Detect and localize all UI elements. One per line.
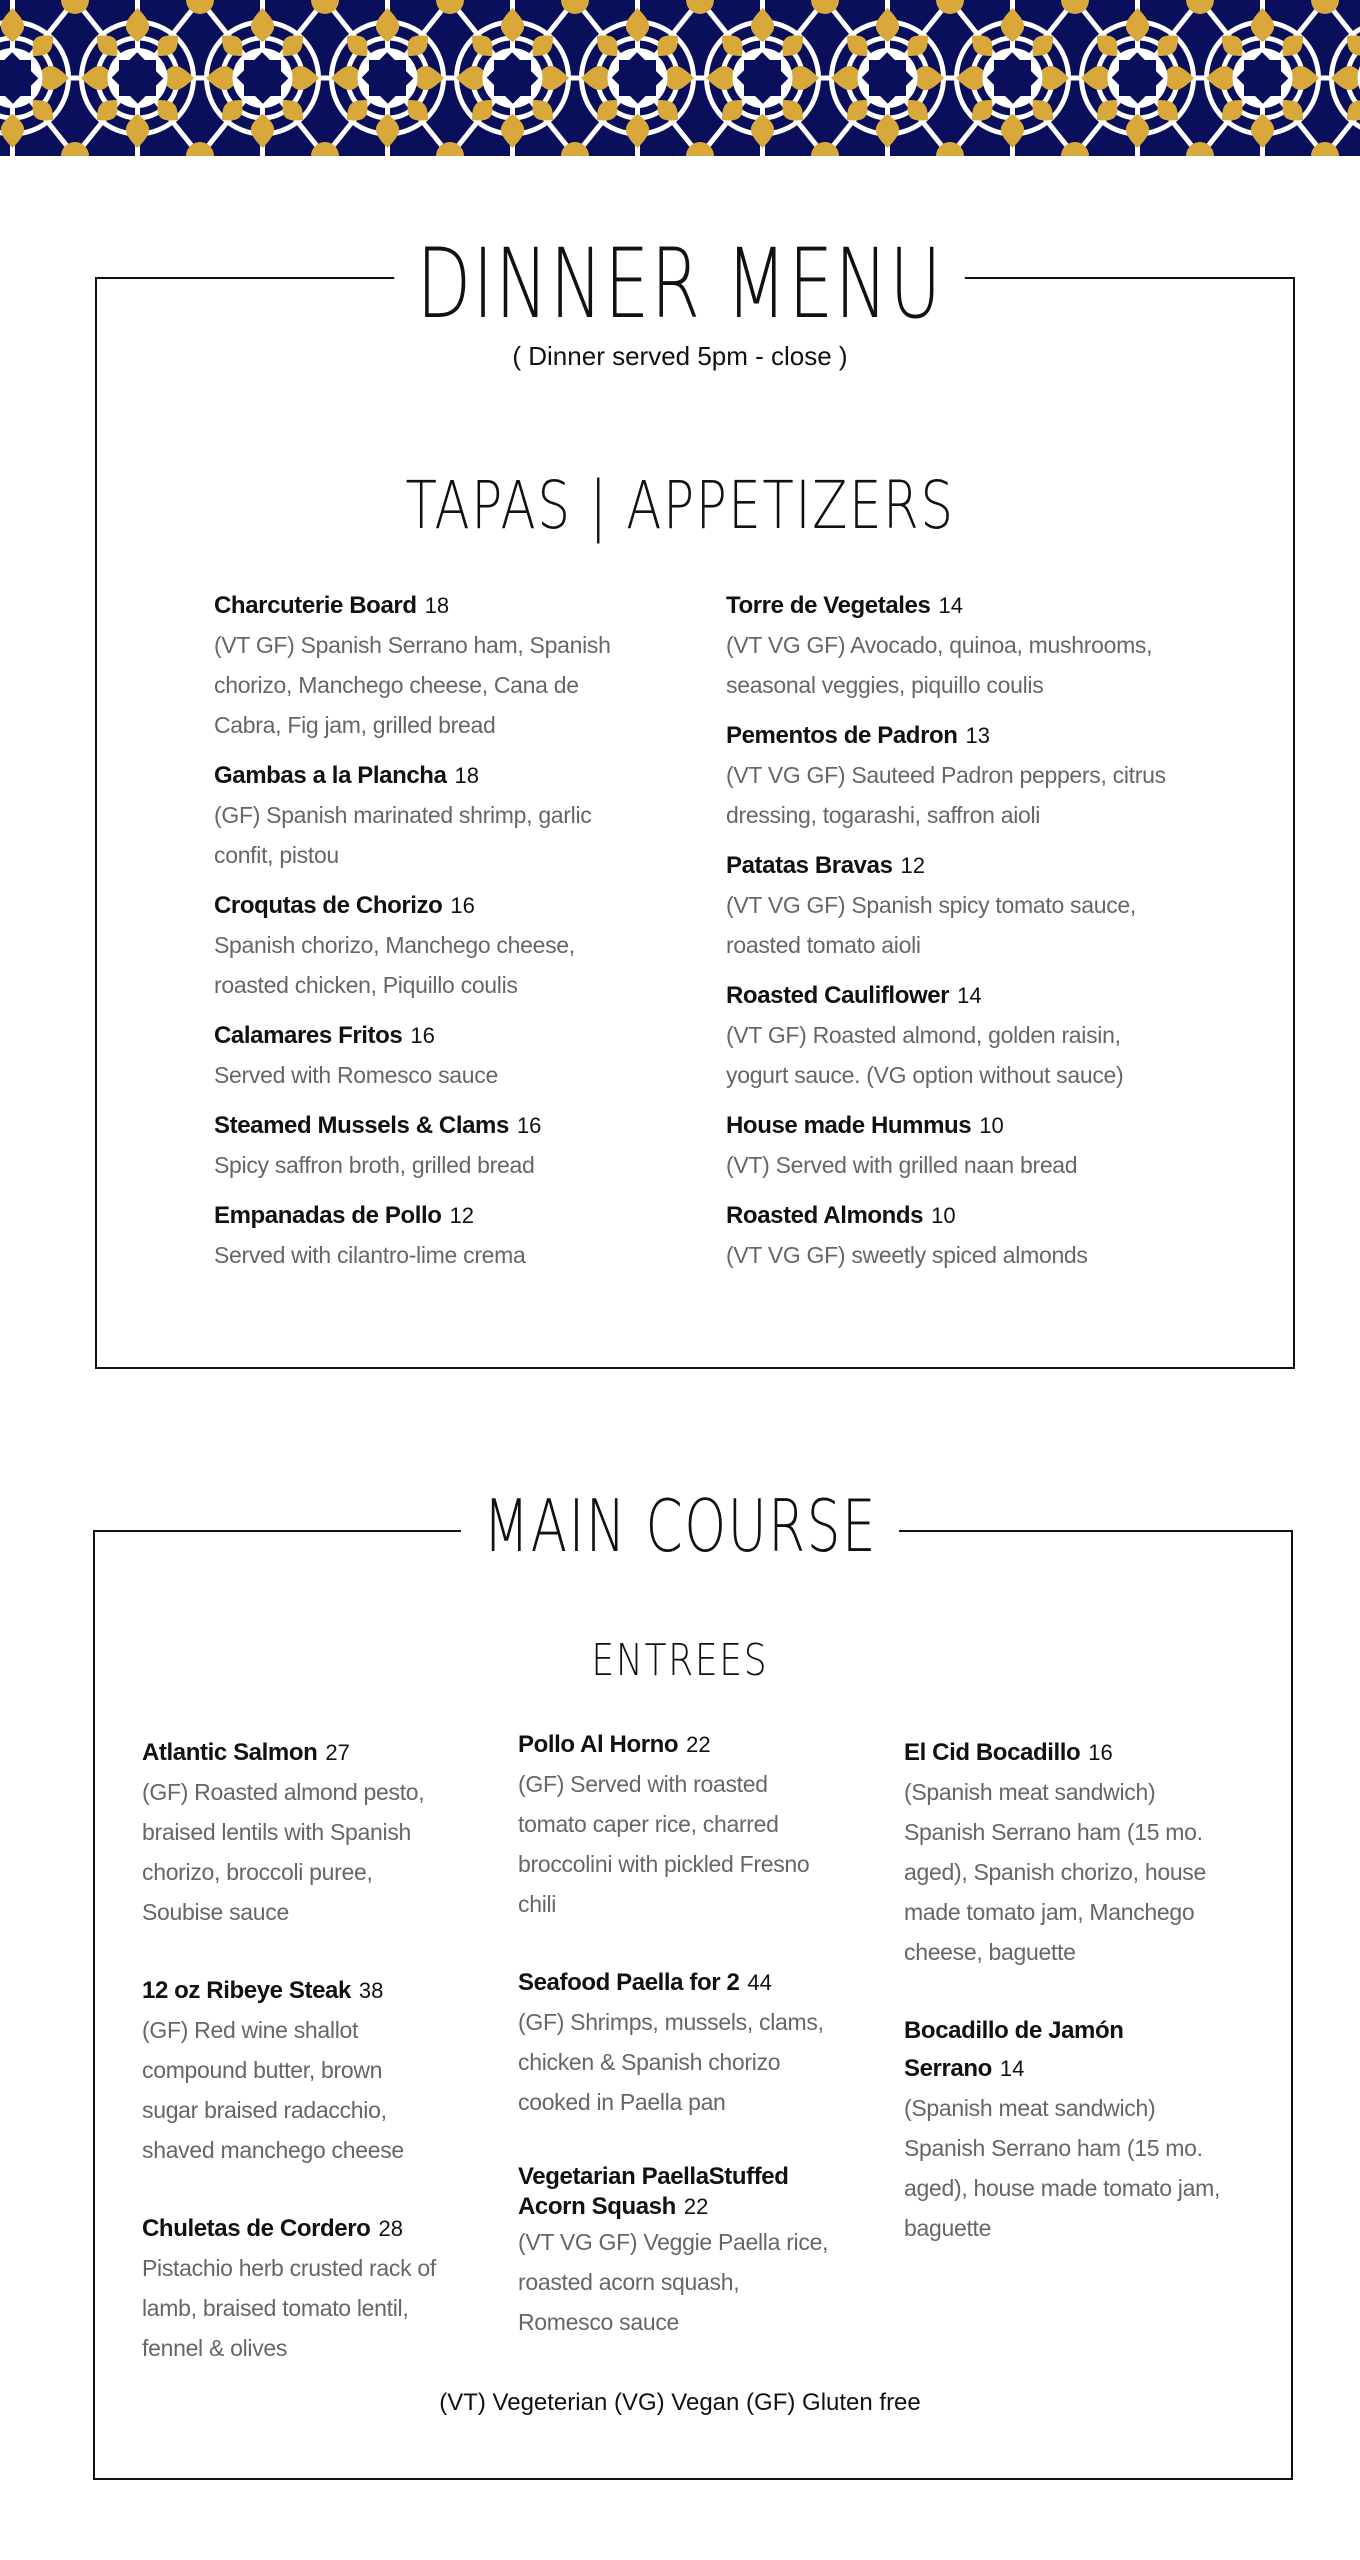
item-price: 13: [965, 723, 991, 748]
item-description: (VT VG GF) Sauteed Padron peppers, citrus dressing, togarashi, saffron aioli: [726, 762, 1166, 828]
item-name: El Cid Bocadillo: [904, 1739, 1081, 1766]
item-price: 12: [900, 853, 925, 878]
item-description: (GF) Spanish marinated shrimp, garlic confit, pistou: [214, 802, 592, 868]
item-name: Croqutas de Chorizo: [214, 892, 443, 919]
entrees-column-1: [142, 1734, 442, 2408]
item-price: 16: [410, 1023, 435, 1048]
item-price: 10: [979, 1113, 1004, 1138]
menu-item: [142, 1972, 442, 2170]
item-description: (GF) Served with roasted tomato caper rice, charred broccolini with pickled Fresno chili: [518, 1771, 810, 1917]
item-name: Pollo Al Horno: [518, 1731, 679, 1758]
menu-item: [726, 977, 1166, 1095]
item-name: Vegetarian PaellaStuffed Acorn Squash: [518, 2163, 789, 2220]
item-description: (VT VG GF) Avocado, quinoa, mushrooms, seasonal veggies, piquillo coulis: [726, 632, 1153, 698]
item-price: 12: [449, 1203, 475, 1228]
item-description: Served with Romesco sauce: [214, 1062, 498, 1088]
item-price: 27: [325, 1740, 350, 1765]
menu-item: [518, 1726, 838, 1924]
item-description: (GF) Roasted almond pesto, braised lentils with Spanish chorizo, broccoli puree, Soubise sauce: [142, 1779, 425, 1925]
tapas-left-column: [214, 587, 634, 1287]
menu-item: [214, 1107, 634, 1185]
menu-item: [142, 1734, 442, 1932]
menu-item: [726, 1197, 1166, 1275]
item-name: House made Hummus: [726, 1112, 972, 1139]
item-price: 38: [358, 1978, 384, 2003]
item-name: Seafood Paella for 2: [518, 1969, 740, 1996]
item-name: Empanadas de Pollo: [214, 1202, 442, 1229]
menu-item: [726, 717, 1166, 835]
tapas-right-column: [726, 587, 1166, 1287]
menu-item: [904, 2012, 1224, 2248]
item-name: 12 oz Ribeye Steak: [142, 1977, 351, 2004]
tapas-title-text: TAPAS | APPETIZERS: [405, 467, 955, 544]
entrees-title-text: ENTREES: [591, 1635, 769, 1686]
item-description: Pistachio herb crusted rack of lamb, braised tomato lentil, fennel & olives: [142, 2255, 436, 2361]
entrees-section-title: [0, 1635, 1360, 1686]
item-description: (VT VG GF) sweetly spiced almonds: [726, 1242, 1088, 1268]
item-description: (Spanish meat sandwich) Spanish Serrano ham (15 mo. aged), house made tomato jam, baguette: [904, 2095, 1221, 2241]
tapas-section-title: [0, 467, 1360, 544]
item-price: 22: [686, 1732, 711, 1757]
menu-item: [518, 2162, 838, 2342]
item-description: (Spanish meat sandwich) Spanish Serrano ham (15 mo. aged), Spanish chorizo, house made tomato jam, Manchego cheese, baguette: [904, 1779, 1207, 1965]
item-name: Chuletas de Cordero: [142, 2215, 371, 2242]
main-course-title: MAIN COURSE: [461, 1490, 899, 1562]
item-price: 16: [516, 1113, 542, 1138]
item-name: Torre de Vegetales: [726, 592, 931, 619]
menu-item: [726, 847, 1166, 965]
menu-item: [726, 1107, 1166, 1185]
item-name: Steamed Mussels & Clams: [214, 1112, 509, 1139]
dietary-legend: (VT) Vegeterian (VG) Vegan (GF) Gluten free: [439, 2389, 921, 2416]
dinner-hours: ( Dinner served 5pm - close ): [512, 341, 848, 371]
main-course-title-wrap: [0, 1484, 1360, 1568]
item-price: 10: [931, 1203, 956, 1228]
item-name: Pementos de Padron: [726, 722, 958, 749]
dinner-menu-title: DINNER MENU: [395, 236, 966, 332]
item-price: 18: [424, 593, 450, 618]
item-name: Gambas a la Plancha: [214, 762, 447, 789]
item-description: (GF) Red wine shallot compound butter, brown sugar braised radacchio, shaved manchego cheese: [142, 2017, 404, 2163]
menu-item: [518, 1964, 838, 2122]
item-price: 22: [683, 2194, 709, 2219]
item-description: Spanish chorizo, Manchego cheese, roasted chicken, Piquillo coulis: [214, 932, 575, 998]
menu-item: [142, 2210, 442, 2368]
item-description: (GF) Shrimps, mussels, clams, chicken & Spanish chorizo cooked in Paella pan: [518, 2009, 824, 2115]
item-name: Roasted Almonds: [726, 1202, 924, 1229]
menu-item: [726, 587, 1166, 705]
dinner-menu-title-wrap: [0, 228, 1360, 340]
menu-item: [214, 887, 634, 1005]
item-price: 18: [454, 763, 480, 788]
item-description: (VT VG GF) Spanish spicy tomato sauce, roasted tomato aioli: [726, 892, 1137, 958]
menu-item: [214, 587, 634, 745]
item-price: 14: [957, 983, 982, 1008]
menu-item: [214, 757, 634, 875]
item-description: (VT GF) Roasted almond, golden raisin, yogurt sauce. (VG option without sauce): [726, 1022, 1124, 1088]
item-name: Charcuterie Board: [214, 592, 417, 619]
entrees-column-3: [904, 1734, 1224, 2288]
item-description: Served with cilantro-lime crema: [214, 1242, 526, 1268]
item-description: (VT VG GF) Veggie Paella rice, roasted acorn squash, Romesco sauce: [518, 2229, 829, 2335]
item-description: (VT GF) Spanish Serrano ham, Spanish chorizo, Manchego cheese, Cana de Cabra, Fig jam, grilled bread: [214, 632, 611, 738]
item-price: 16: [450, 893, 475, 918]
item-name: Patatas Bravas: [726, 852, 893, 879]
decorative-tile-banner: [0, 0, 1360, 156]
item-description: Spicy saffron broth, grilled bread: [214, 1152, 535, 1178]
item-price: 14: [938, 593, 963, 618]
menu-item: [904, 1734, 1224, 1972]
item-name: Calamares Fritos: [214, 1022, 403, 1049]
item-name: Bocadillo de Jamón Serrano: [904, 2017, 1124, 2082]
item-name: Roasted Cauliflower: [726, 982, 950, 1009]
item-name: Atlantic Salmon: [142, 1739, 318, 1766]
item-price: 14: [999, 2056, 1025, 2081]
menu-item: [214, 1197, 634, 1275]
entrees-column-2: [518, 1726, 838, 2382]
item-price: 28: [378, 2216, 403, 2241]
item-description: (VT) Served with grilled naan bread: [726, 1152, 1078, 1178]
item-price: 44: [747, 1970, 772, 1995]
item-price: 16: [1088, 1740, 1113, 1765]
menu-item: [214, 1017, 634, 1095]
